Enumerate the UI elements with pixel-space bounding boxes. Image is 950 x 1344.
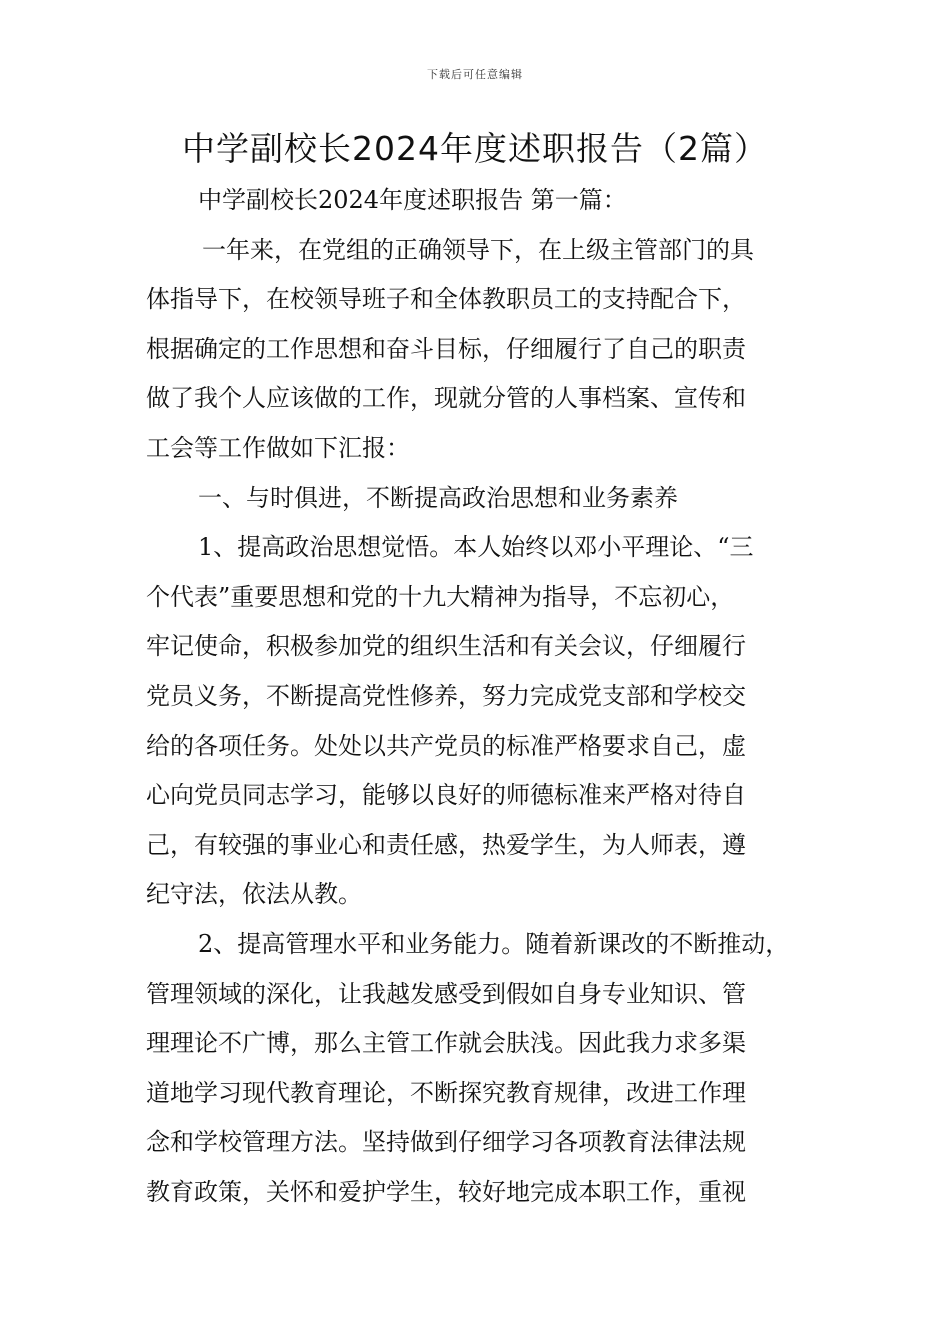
- paragraph-line: 道地学习现代教育理论，不断探究教育规律，改进工作理: [146, 1078, 746, 1107]
- paragraph-line: 心向党员同志学习，能够以良好的师德标准来严格对待自: [146, 781, 746, 810]
- paragraph-line: 念和学校管理方法。坚持做到仔细学习各项教育法律法规: [146, 1128, 746, 1157]
- paragraph-line: 教育政策，关怀和爱护学生，较好地完成本职工作，重视: [146, 1177, 746, 1206]
- document-title: 中学副校长2024年度述职报告（2篇）: [182, 129, 768, 168]
- paragraph-line: 管理领域的深化，让我越发感受到假如自身专业知识、管: [146, 979, 746, 1008]
- section-heading-one: 一、与时俱进，不断提高政治思想和业务素养: [198, 483, 678, 512]
- paragraph-line: 根据确定的工作思想和奋斗目标，仔细履行了自己的职责: [146, 334, 746, 363]
- paragraph-line: 体指导下，在校领导班子和全体教职员工的支持配合下，: [146, 285, 746, 314]
- paragraph-line: 纪守法，依法从教。: [146, 880, 362, 909]
- paragraph-line: 牢记使命，积极参加党的组织生活和有关会议，仔细履行: [146, 632, 746, 661]
- paragraph-line: 一年来，在党组的正确领导下，在上级主管部门的具: [202, 235, 754, 264]
- paragraph-line: 给的各项任务。处处以共产党员的标准严格要求自己，虚: [146, 731, 746, 760]
- paragraph-line: 工会等工作做如下汇报：: [146, 433, 410, 462]
- paragraph-line: 己，有较强的事业心和责任感，热爱学生，为人师表，遵: [146, 830, 746, 859]
- header-note: 下载后可任意编辑: [427, 68, 523, 81]
- paragraph-line: 个代表”重要思想和党的十九大精神为指导，不忘初心，: [146, 582, 735, 611]
- document-body: [146, 176, 814, 1217]
- paragraph-line: 2、提高管理水平和业务能力。随着新课改的不断推动，: [198, 929, 790, 958]
- paragraph-line: 1、提高政治思想觉悟。本人始终以邓小平理论、“三: [198, 533, 754, 562]
- paragraph-line: 做了我个人应该做的工作，现就分管的人事档案、宣传和: [146, 384, 746, 413]
- paragraph-line: 党员义务，不断提高党性修养，努力完成党支部和学校交: [146, 681, 746, 710]
- paragraph-line: 理理论不广博，那么主管工作就会肤浅。因此我力求多渠: [146, 1029, 746, 1058]
- section-heading-part-one: 中学副校长2024年度述职报告 第一篇：: [198, 186, 627, 214]
